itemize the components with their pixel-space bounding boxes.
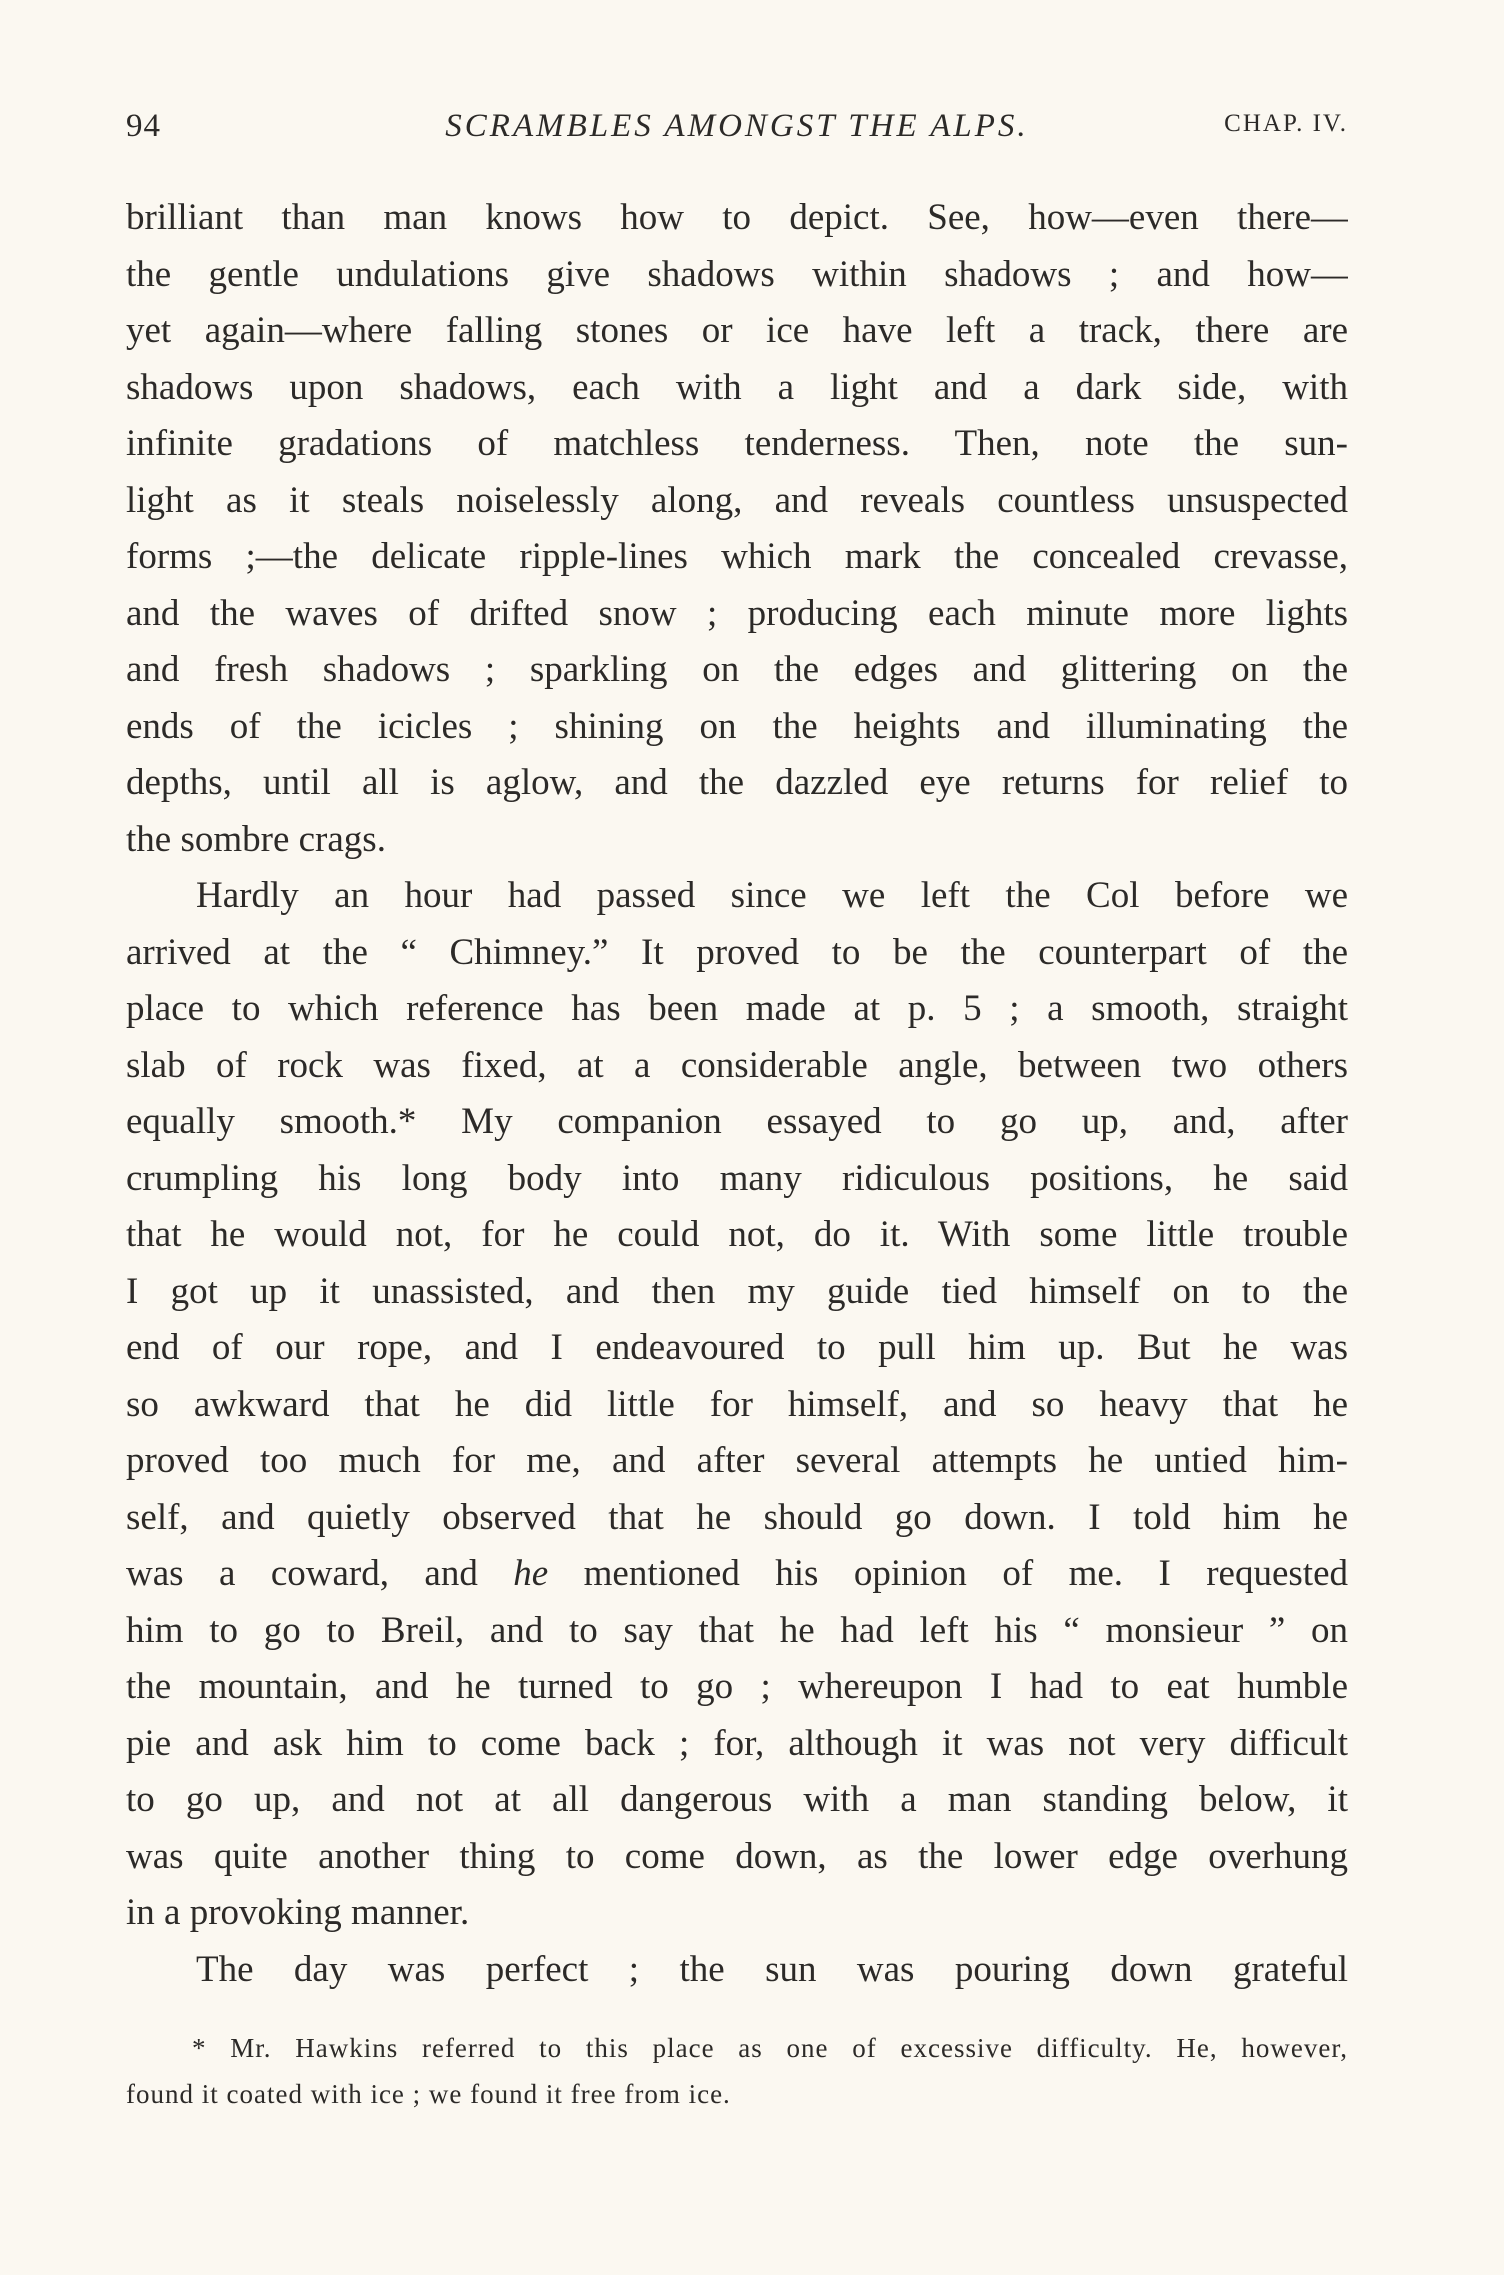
page-number: 94 bbox=[126, 108, 161, 144]
text-line: place to which reference has been made at p. 5 ; a smooth, straight bbox=[126, 988, 1348, 1029]
text-line: crumpling his long body into many ridiculous positions, he said bbox=[126, 1157, 1348, 1199]
text-line: slab of rock was fixed, at a considerable angle, between two others bbox=[126, 1044, 1348, 1086]
text-line: was quite another thing to come down, as the lower edge overhung bbox=[126, 1835, 1348, 1877]
text-line: in a provoking manner. bbox=[126, 1892, 470, 1933]
text-line: the sombre crags. bbox=[126, 818, 386, 860]
text-line: to go up, and not at all dangerous with a man standing below, it bbox=[126, 1779, 1348, 1820]
chapter-label: CHAP. IV. bbox=[1224, 110, 1348, 137]
text-segment: was a coward, and bbox=[126, 1553, 478, 1594]
text-line: brilliant than man knows how to depict. See, how—even there— bbox=[126, 197, 1348, 238]
paragraph-start-line: The day was perfect ; the sun was pouring down grateful bbox=[196, 1948, 1348, 1990]
text-line: proved too much for me, and after several attempts he untied him- bbox=[126, 1440, 1348, 1481]
text-line: that he would not, for he could not, do it. With some little trouble bbox=[126, 1214, 1348, 1255]
text-line: yet again—where falling stones or ice have left a track, there are bbox=[126, 310, 1348, 351]
text-line: the mountain, and he turned to go ; whereupon I had to eat humble bbox=[126, 1666, 1348, 1707]
italic-emphasis: he bbox=[513, 1553, 549, 1594]
text-line: ends of the icicles ; shining on the heights and illuminating the bbox=[126, 705, 1348, 747]
book-title: SCRAMBLES AMONGST THE ALPS. bbox=[445, 108, 1029, 144]
text-line: and fresh shadows ; sparkling on the edges and glittering on the bbox=[126, 649, 1348, 690]
text-line: I got up it unassisted, and then my guide tied himself on to the bbox=[126, 1270, 1348, 1312]
text-line: so awkward that he did little for himself, and so heavy that he bbox=[126, 1383, 1348, 1425]
text-line: depths, until all is aglow, and the dazzled eye returns for relief to bbox=[126, 762, 1348, 803]
text-line bbox=[126, 1546, 1348, 1603]
text-line: shadows upon shadows, each with a light and a dark side, with bbox=[126, 366, 1348, 408]
running-head bbox=[126, 108, 1348, 158]
footnote-line: * Mr. Hawkins referred to this place as one of excessive difficulty. He, however, bbox=[192, 2033, 1348, 2063]
footnote-line: found it coated with ice ; we found it free from ice. bbox=[126, 2079, 731, 2109]
text-line: him to go to Breil, and to say that he had left his “ monsieur ” on bbox=[126, 1609, 1348, 1651]
text-line: equally smooth.* My companion essayed to go up, and, after bbox=[126, 1101, 1348, 1142]
text-segment: mentioned his opinion of me. I requested bbox=[583, 1553, 1348, 1594]
text-line: the gentle undulations give shadows within shadows ; and how— bbox=[126, 253, 1348, 295]
text-line: pie and ask him to come back ; for, although it was not very difficult bbox=[126, 1722, 1348, 1764]
text-line: and the waves of drifted snow ; producing each minute more lights bbox=[126, 592, 1348, 634]
text-line: arrived at the “ Chimney.” It proved to be the counterpart of the bbox=[126, 931, 1348, 973]
text-line: end of our rope, and I endeavoured to pull him up. But he was bbox=[126, 1327, 1348, 1368]
text-line: light as it steals noiselessly along, and reveals countless unsuspected bbox=[126, 479, 1348, 521]
text-line: infinite gradations of matchless tenderness. Then, note the sun- bbox=[126, 423, 1348, 464]
footnote bbox=[126, 2025, 1348, 2117]
body-text bbox=[126, 190, 1348, 1998]
text-line: self, and quietly observed that he should go down. I told him he bbox=[126, 1496, 1348, 1538]
paragraph-start-line: Hardly an hour had passed since we left the Col before we bbox=[196, 875, 1348, 916]
text-line: forms ;—the delicate ripple-lines which mark the concealed crevasse, bbox=[126, 536, 1348, 577]
